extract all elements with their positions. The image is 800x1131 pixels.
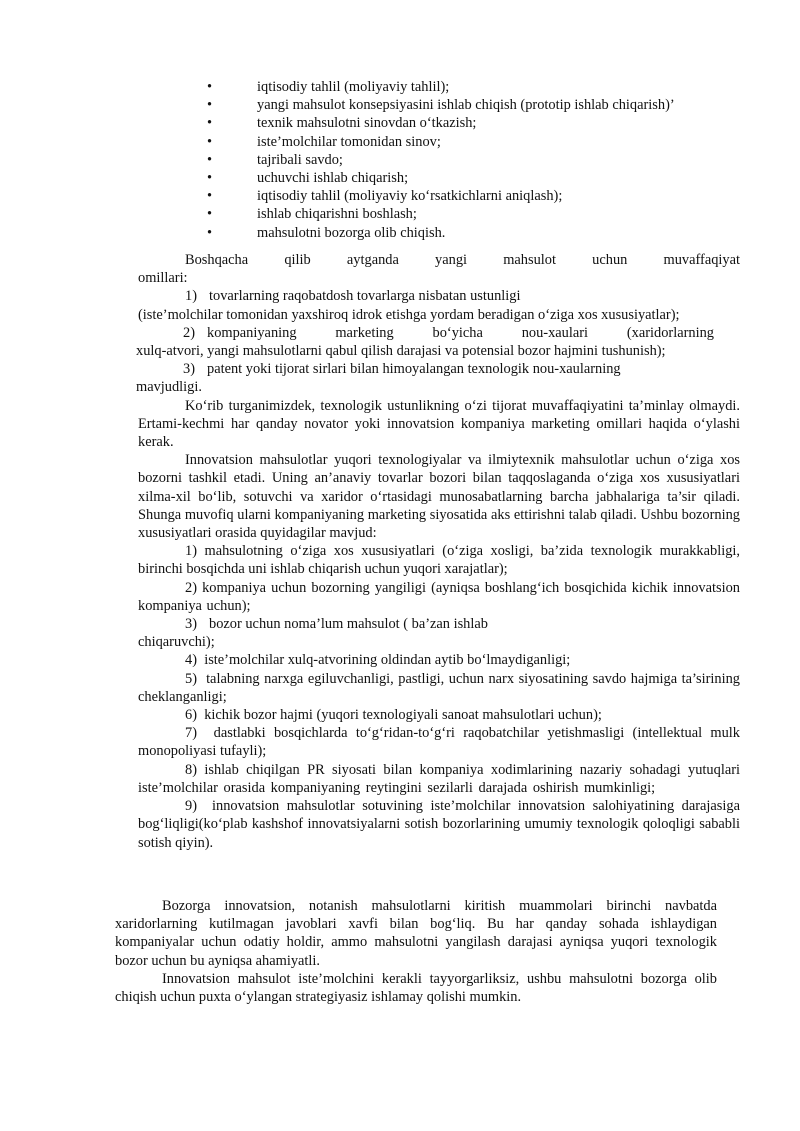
item-number: 5): [185, 670, 197, 687]
item-number: 4): [185, 652, 197, 669]
item-number: 9): [185, 798, 197, 815]
stage-bullet-list: [207, 78, 747, 242]
bullet-item: • texnik mahsulotni sinovdan o‘tkazish;: [207, 115, 477, 132]
paragraph-advantage: Ko‘rib turganimizdek, texnologik ustunlikning o‘zi tijorat muvaffaqiyatini ta’minlay olmaydi. Ertami-kechmi har qanday novator yoki innovatsion kompaniya marketing omillari haqida o‘ylashi kerak.: [138, 397, 740, 451]
market-feature-item: 4) iste’molchilar xulq-atvorining oldindan aytib bo‘lmaydiganligi;: [185, 652, 571, 669]
item-number: 3): [183, 361, 195, 378]
item-number: 8): [185, 761, 197, 778]
item-number: 2): [183, 324, 195, 341]
bullet-marker: •: [207, 151, 213, 168]
bullet-marker: •: [207, 188, 213, 205]
market-feature-item: 2) kompaniya uchun bozorning yangiligi (ayniqsa boshlang‘ich bosqichida kichik innovatsion kompaniya uchun);: [138, 579, 740, 614]
bullet-item: • ishlab chiqarishni boshlash;: [207, 206, 417, 223]
item-number: 2): [185, 579, 197, 596]
item-number: 1): [185, 288, 197, 305]
paragraph-market: Innovatsion mahsulotlar yuqori texnologiyalar va ilmiytexnik mahsulotlar uchun o‘ziga xos bozorni tashkil etadi. Uning an’anaviy tovarlar bozori bilan taqqoslaganda o‘ziga xos xususiyatlari xilma-xil bo‘lib, sotuvchi va xaridor o‘rtasidagi munosabatlarning barcha jabhalariga ta’sir qiladi. Shunga muvofiq ularni kompaniyaning marketing siyosatida aks ettirishni talab qiladi. Ushbu bozorning xususiyatlari orasida quyidagilar mavjud:: [138, 452, 740, 542]
bullet-item: • iqtisodiy tahlil (moliyaviy ko‘rsatkichlarni aniqlash);: [207, 188, 563, 205]
item-number: 7): [185, 725, 197, 742]
bullet-marker: •: [207, 133, 213, 150]
bullet-item: • iqtisodiy tahlil (moliyaviy tahlil);: [207, 79, 450, 95]
paragraph-final: Innovatsion mahsulot iste’molchini kerakli tayyorgarliksiz, ushbu mahsulotni bozorga olib chiqish uchun puxta o‘ylangan strategiyasiz ishlamay qolishi mumkin.: [115, 970, 717, 1006]
bullet-item: • yangi mahsulot konsepsiyasini ishlab chiqish (prototip ishlab chiqarish)’: [207, 97, 675, 114]
success-intro-line: Boshqacha qilib aytganda yangi mahsulot uchun muvaffaqiyat: [185, 252, 740, 268]
item-number: 1): [185, 543, 197, 560]
paragraph-risk: Bozorga innovatsion, notanish mahsulotlarni kiritish muammolari birinchi navbatda xaridorlarning kutilmagan javoblari xavfi bilan bog‘liq. Bu har qanday sohada ishlaydigan kompaniyalar uchun odatiy holdir, ammo mahsulotni yangilash darajasi ayniqsa yuqori texnologik bozor uchun bu ayniqsa ahamiyatli.: [115, 898, 717, 969]
body-text-block: [138, 251, 740, 852]
market-feature-item: 5) talabning narxga egiluvchanligi, pastligi, uchun narx siyosatining savdo hajmiga ta’sirining cheklanganligi;: [138, 670, 740, 705]
success-intro-line-2: omillari:: [138, 270, 188, 287]
market-feature-item: 9) innovatsion mahsulotlar sotuvining iste’molchilar innovatsion salohiyatining darajasiga bog‘liqligi(ko‘plab kashshof innovatsiyalarni sotish bozorlarining umumiy texnologik qoloqligi sababli sotish qiyin).: [138, 798, 740, 851]
bullet-marker: •: [207, 206, 213, 223]
market-feature-item: 1) mahsulotning o‘ziga xos xususiyatlari (o‘ziga xosligi, ba’zida texnologik murakkabligi, birinchi bosqichda uni ishlab chiqarish uchun yuqori xarajatlar);: [138, 543, 740, 578]
bullet-marker: •: [207, 115, 213, 132]
bullet-item: • iste’molchilar tomonidan sinov;: [207, 133, 441, 150]
bullet-item: • mahsulotni bozorga olib chiqish.: [207, 224, 446, 241]
bullet-marker: •: [207, 224, 213, 241]
market-feature-item: 7) dastlabki bosqichlarda to‘g‘ridan-to‘g‘ri raqobatchilar yetishmasligi (intellektual mulk monopoliyasi tufayli);: [138, 725, 740, 760]
success-factor-item: 1) tovarlarning raqobatdosh tovarlarga nisbatan ustunligi (iste’molchilar tomonidan yaxshiroq idrok etishga yordam beradigan o‘ziga xos xususiyatlar);: [138, 288, 680, 323]
item-number: 6): [185, 707, 197, 724]
market-feature-item: 3) bozor uchun noma’lum mahsulot ( ba’zan ishlab chiqaruvchi);: [138, 616, 488, 651]
item-number: 3): [185, 616, 197, 633]
market-feature-item: 6) kichik bozor hajmi (yuqori texnologiyali sanoat mahsulotlari uchun);: [185, 707, 602, 724]
market-feature-item: 8) ishlab chiqilgan PR siyosati bilan kompaniya xodimlarining nazariy sohadagi yutuqlari iste’molchilar orasida kompaniyaning reytingini sezilarli darajada oshirish mumkinligi;: [138, 761, 740, 796]
success-factor-item: 2) kompaniyaning marketing bo‘yicha nou-xaulari (xaridorlarning xulq-atvori, yangi mahsulotlarni qabul qilish darajasi va potensial bozor hajmini tushunish);: [136, 324, 714, 360]
bullet-item: • tajribali savdo;: [207, 151, 343, 168]
closing-text-block: [115, 897, 717, 1006]
bullet-marker: •: [207, 169, 213, 186]
bullet-item: • uchuvchi ishlab chiqarish;: [207, 169, 409, 186]
bullet-marker: •: [207, 97, 213, 114]
success-factor-item: 3) patent yoki tijorat sirlari bilan himoyalangan texnologik nou-xaularning mavjudligi.: [136, 361, 621, 396]
bullet-marker: •: [207, 79, 213, 95]
